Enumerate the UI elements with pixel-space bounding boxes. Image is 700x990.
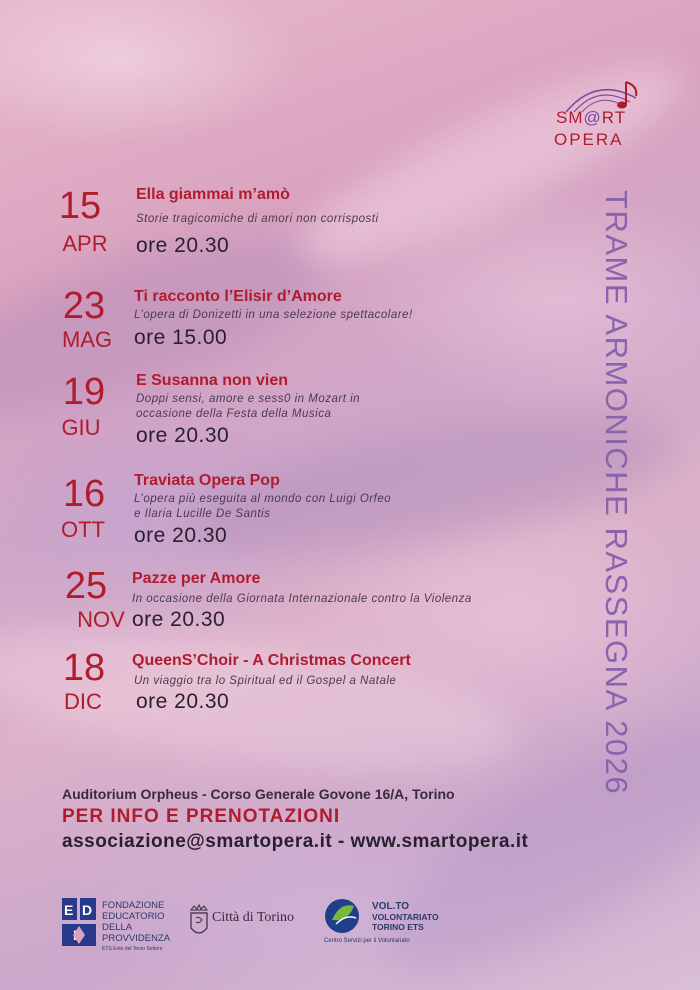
sponsor-fondazione xyxy=(62,896,192,952)
event-day: 25 xyxy=(64,565,108,607)
event-item xyxy=(0,184,580,274)
event-day: 19 xyxy=(62,371,106,413)
contact-links[interactable]: associazione@smartopera.it - www.smartopera.it xyxy=(62,831,529,852)
event-month: OTT xyxy=(61,517,105,542)
event-day: 16 xyxy=(62,473,106,515)
series-title: TRAME ARMONICHE RASSEGNA 2026 xyxy=(599,190,634,796)
info-heading: PER INFO E PRENOTAZIONI xyxy=(62,806,341,827)
event-item xyxy=(0,646,580,736)
event-item xyxy=(0,470,580,560)
event-time: ore 20.30 xyxy=(136,234,230,257)
event-day: 18 xyxy=(62,647,106,689)
volto-logo-icon xyxy=(322,896,366,936)
event-title: Ti racconto l’Elisir d’Amore xyxy=(134,288,342,305)
fondazione-name: FONDAZIONE EDUCATORIO DELLA PROVVIDENZA xyxy=(102,900,171,944)
smartopera-logo xyxy=(548,78,652,154)
edp-logo-icon xyxy=(62,898,96,946)
event-item xyxy=(0,284,580,374)
event-month: DIC xyxy=(64,689,102,714)
event-time: ore 15.00 xyxy=(134,326,228,349)
sponsor-citta-di-torino xyxy=(188,896,318,952)
event-time: ore 20.30 xyxy=(136,424,230,447)
city-crest-icon xyxy=(188,904,210,940)
event-time: ore 20.30 xyxy=(132,608,226,631)
event-description: Un viaggio tra lo Spiritual ed il Gospel a Natale xyxy=(134,675,397,687)
event-month: GIU xyxy=(61,415,101,440)
logo-line-2: OPERA xyxy=(554,130,624,149)
event-description: Doppi sensi, amore e sess0 in Mozart in occasione della Festa della Musica xyxy=(136,393,361,420)
event-title: Pazze per Amore xyxy=(132,570,261,587)
svg-text:E: E xyxy=(64,902,74,918)
event-time: ore 20.30 xyxy=(134,524,228,547)
event-day: 15 xyxy=(58,185,102,227)
event-title: Traviata Opera Pop xyxy=(134,472,280,489)
volto-subtitle: Centro Servizi per il Volontariato xyxy=(324,938,410,944)
event-title: QueenS’Choir - A Christmas Concert xyxy=(132,652,411,669)
event-title: Ella giammai m’amò xyxy=(136,186,290,203)
event-day: 23 xyxy=(62,285,106,327)
sponsor-volto xyxy=(322,896,462,952)
event-description: L’opera più eseguita al mondo con Luigi Orfeo e Ilaria Lucille De Santis xyxy=(134,493,392,520)
svg-text:D: D xyxy=(82,902,93,918)
venue-address: Auditorium Orpheus - Corso Generale Govone 16/A, Torino xyxy=(62,786,455,802)
event-month: NOV xyxy=(77,607,125,632)
fondazione-subtitle: ETS Ente del Terzo Settore xyxy=(102,946,163,952)
event-month: APR xyxy=(62,231,108,256)
event-description: In occasione della Giornata Internazionale contro la Violenza xyxy=(132,593,472,605)
event-item xyxy=(0,566,580,656)
event-month: MAG xyxy=(61,327,113,352)
event-description: Storie tragicomiche di amori non corrisposti xyxy=(136,213,379,225)
event-title: E Susanna non vien xyxy=(136,372,289,389)
citta-name: Città di Torino xyxy=(212,910,294,925)
event-item xyxy=(0,370,580,460)
volto-name: VOL.TO VOLONTARIATO TORINO ETS xyxy=(372,901,439,932)
logo-line-1: SM@RT xyxy=(556,108,627,127)
event-time: ore 20.30 xyxy=(136,690,230,713)
event-description: L’opera di Donizetti in una selezione spettacolare! xyxy=(134,309,413,321)
